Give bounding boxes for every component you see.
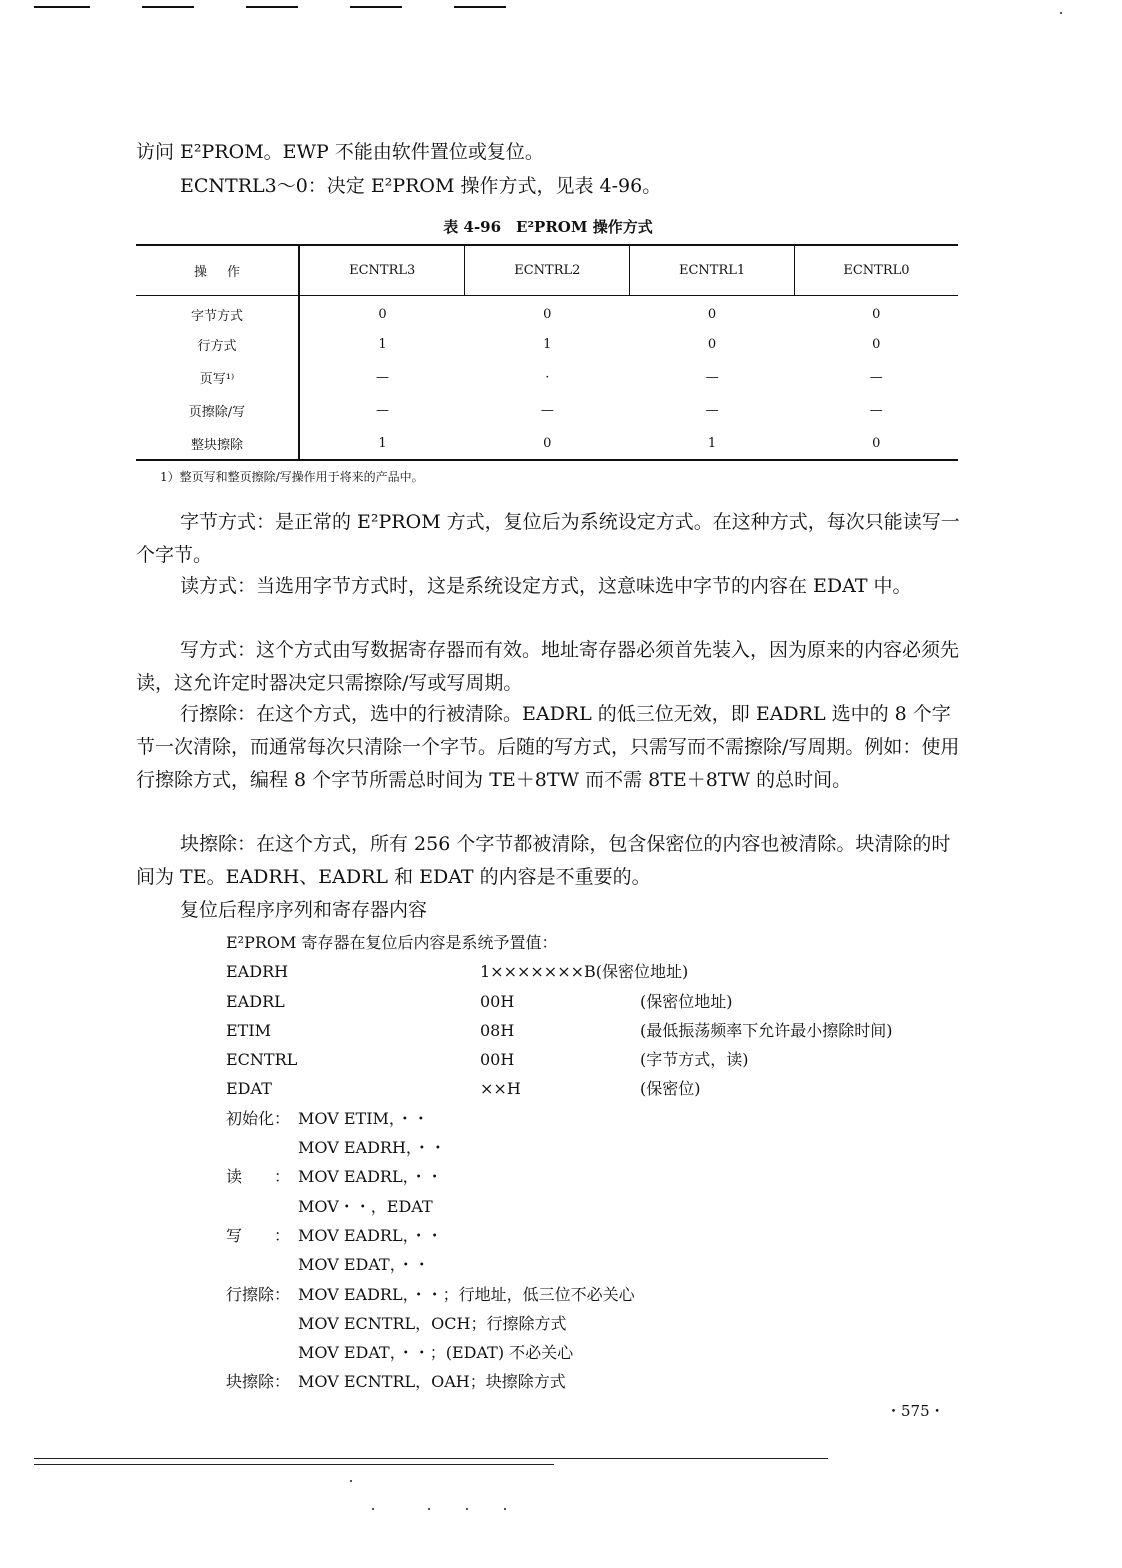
cell: 整块擦除 [136, 427, 299, 460]
register-value: 00H [480, 991, 515, 1011]
code-text: MOV ECNTRL，OAH；块擦除方式 [298, 1372, 566, 1392]
register-value: ××H [480, 1079, 521, 1099]
register-value: 00H [480, 1050, 515, 1070]
register-comment: (保密位地址) [640, 991, 733, 1011]
code-text: MOV EADRH，・・ [298, 1138, 446, 1158]
code-text: MOV EDAT，・・ [298, 1255, 430, 1275]
scan-dot [372, 1508, 374, 1510]
scan-dot [1060, 12, 1062, 14]
cell: 1 [630, 427, 795, 460]
paragraph-reset-heading: 复位后程序序列和寄存器内容 [180, 899, 428, 921]
header-operation: 操作 [136, 245, 299, 295]
code-text: MOV EADRL，・・ [298, 1225, 443, 1245]
code-line [226, 1104, 966, 1133]
code-line [226, 1280, 966, 1309]
code-line [226, 1338, 966, 1367]
table-row [136, 328, 958, 361]
paragraph-byte-mode: 字节方式：是正常的 E²PROM 方式，复位后为系统设定方式。在这种方式，每次只能读写一个字节。 [136, 511, 960, 566]
scan-dot [350, 1480, 352, 1482]
register-name: EDAT [226, 1079, 272, 1099]
register-row [226, 1074, 966, 1103]
code-label [226, 1250, 298, 1279]
code-label [226, 1133, 298, 1162]
code-line [226, 1250, 966, 1279]
table-row [136, 295, 958, 328]
scan-rule [34, 6, 90, 8]
code-line [226, 1221, 966, 1250]
code-label: 初始化： [226, 1108, 291, 1128]
code-line [226, 1309, 966, 1338]
register-name: ECNTRL [226, 1050, 298, 1070]
code-text: MOV EDAT，・・；(EDAT) 不必关心 [298, 1343, 574, 1363]
table-footnote: 1）整页写和整页擦除/写操作用于将来的产品中。 [160, 470, 424, 484]
table-header-row [136, 245, 958, 295]
cell: — [705, 403, 719, 418]
table-row [136, 361, 958, 394]
register-row [226, 987, 966, 1016]
cell: 0 [707, 337, 717, 352]
header-ecntrl0: ECNTRL0 [794, 245, 958, 295]
cell: 1 [543, 337, 552, 352]
cell: 页写¹⁾ [136, 361, 299, 394]
cell: 行方式 [136, 328, 299, 361]
code-text: MOV EADRL，・・ [298, 1167, 443, 1187]
table-row [136, 427, 958, 460]
header-ecntrl1: ECNTRL1 [630, 245, 795, 295]
scan-dot [466, 1508, 468, 1510]
intro-line-2: ECNTRL3～0：决定 E²PROM 操作方式，见表 4-96。 [180, 175, 662, 197]
cell: 0 [378, 306, 387, 322]
cell: — [869, 370, 883, 385]
table-row [136, 394, 958, 427]
cell: 1 [378, 337, 387, 352]
code-line [226, 1367, 966, 1396]
scan-rule [142, 6, 194, 8]
code-label: 行擦除： [226, 1284, 291, 1304]
cell: 0 [465, 427, 630, 460]
code-line [226, 1192, 966, 1221]
cell: 0 [543, 306, 552, 322]
reset-intro-line [226, 928, 966, 957]
header-ecntrl2: ECNTRL2 [465, 245, 630, 295]
cell: 0 [872, 306, 881, 322]
footer-rule [34, 1458, 828, 1459]
cell: — [869, 403, 883, 418]
code-label [226, 1338, 298, 1367]
header-ecntrl3: ECNTRL3 [299, 245, 465, 295]
table-caption: 表 4-96 E²PROM 操作方式 [443, 218, 653, 236]
code-label: 块擦除： [226, 1372, 291, 1392]
paragraph-row-erase: 行擦除：在这个方式，选中的行被清除。EADRL 的低三位无效，即 EADRL 选中的 8 个字节一次清除，而通常每次只清除一个字节。后随的写方式，只需写而不需擦除/写周期。例如：使用行擦除方式，编程 8 个字节所需总时间为 TE＋8TW 而不需 8TE＋8TW 的总时间。 [136, 703, 960, 791]
register-row [226, 1016, 966, 1045]
scan-rule [350, 6, 402, 8]
operation-mode-table [136, 244, 958, 461]
page-number: ・575・ [886, 1402, 945, 1420]
scan-rule [246, 6, 298, 8]
footer-rule [34, 1464, 554, 1465]
code-text: MOV ETIM，・・ [298, 1108, 429, 1128]
reset-register-block [226, 928, 966, 1397]
cell: 0 [872, 337, 881, 352]
paragraph-block-erase: 块擦除：在这个方式，所有 256 个字节都被清除，包含保密位的内容也被清除。块清除的时间为 TE。EADRH、EADRL 和 EDAT 的内容是不重要的。 [136, 833, 951, 888]
register-name: ETIM [226, 1020, 272, 1040]
code-label: 写 ： [226, 1225, 291, 1245]
scan-rule [454, 6, 506, 8]
cell: — [375, 403, 389, 418]
paragraph-write-mode: 写方式：这个方式由写数据寄存器而有效。地址寄存器必须首先装入，因为原来的内容必须先读，这允许定时器决定只需擦除/写或写周期。 [136, 639, 960, 694]
cell: — [540, 403, 554, 418]
code-label [226, 1192, 298, 1221]
scan-dot [504, 1508, 506, 1510]
paragraph-read-mode: 读方式：当选用字节方式时，这是系统设定方式，这意味选中字节的内容在 EDAT 中。 [180, 575, 912, 597]
cell: — [705, 370, 719, 385]
code-text: MOV EADRL，・・；行地址，低三位不必关心 [298, 1284, 635, 1304]
cell: 0 [707, 306, 717, 322]
cell: 0 [794, 427, 958, 460]
code-label: 读 ： [226, 1167, 291, 1187]
scan-dot [428, 1508, 430, 1510]
cell: 字节方式 [136, 295, 299, 328]
register-name: EADRH [226, 962, 289, 982]
register-row [226, 1045, 966, 1074]
code-text: MOV・・，EDAT [298, 1196, 433, 1216]
register-comment: (保密位地址) [595, 962, 689, 982]
register-comment: (字节方式，读) [640, 1050, 749, 1070]
register-value: 1×××××××B [480, 962, 596, 982]
register-value: 08H [480, 1020, 515, 1040]
cell: — [375, 370, 389, 385]
register-comment: (最低振荡频率下允许最小擦除时间) [640, 1020, 893, 1040]
register-comment: (保密位) [640, 1079, 701, 1099]
code-line [226, 1133, 966, 1162]
code-line [226, 1162, 966, 1191]
cell: · [545, 370, 550, 385]
code-text: MOV ECNTRL，OCH；行擦除方式 [298, 1313, 567, 1333]
register-row [226, 957, 966, 986]
code-label [226, 1309, 298, 1338]
register-name: EADRL [226, 991, 285, 1011]
reset-intro: E²PROM 寄存器在复位后内容是系统予置值： [226, 933, 558, 952]
cell: 页擦除/写 [136, 394, 299, 427]
intro-line-1: 访问 E²PROM。EWP 不能由软件置位或复位。 [136, 141, 544, 163]
cell: 1 [299, 427, 465, 460]
